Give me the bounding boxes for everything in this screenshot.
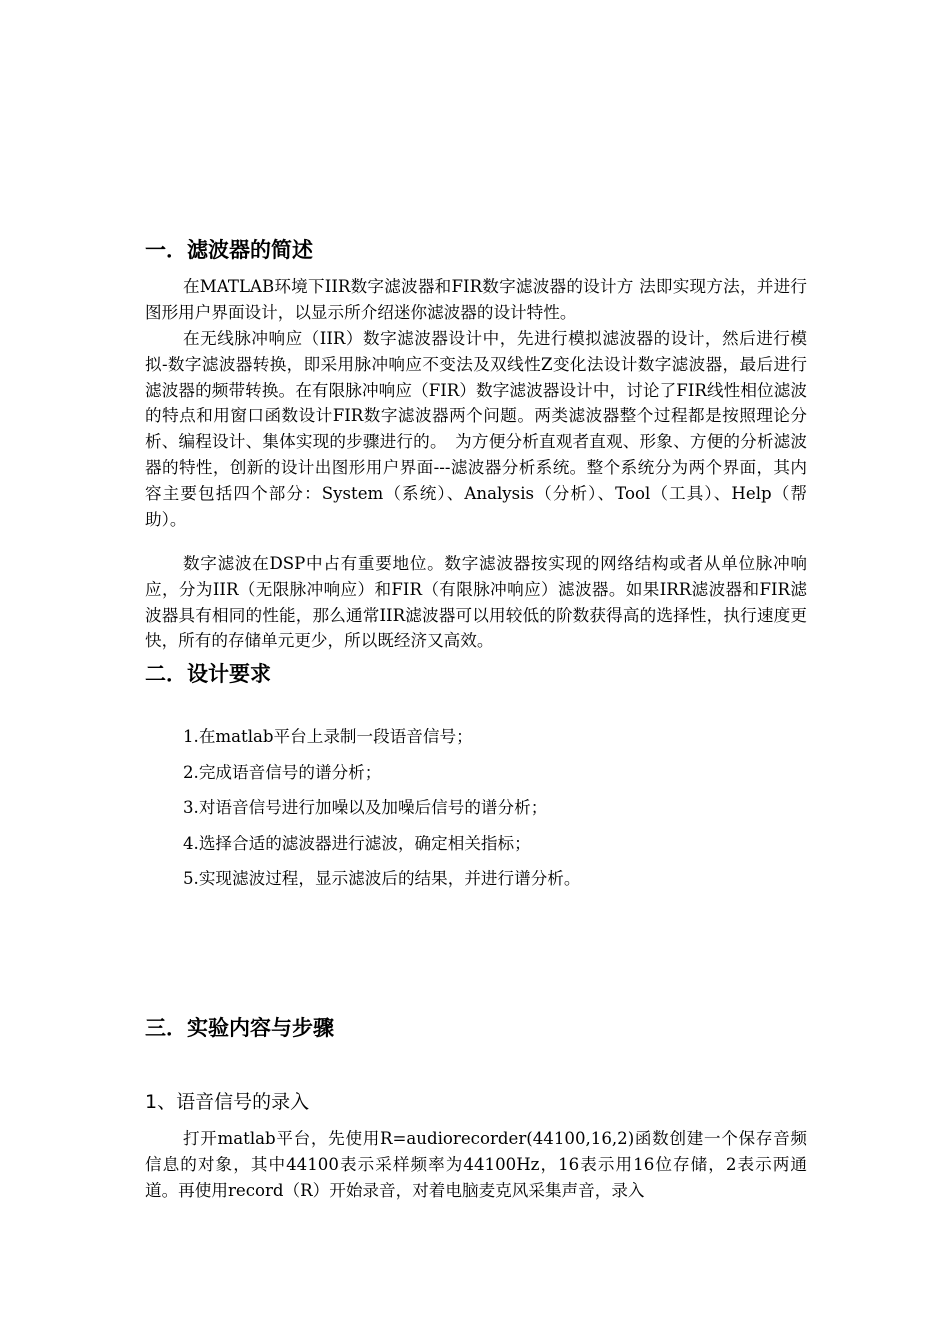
- overview-paragraph-3: 数字滤波在DSP中占有重要地位。数字滤波器按实现的网络结构或者从单位脉冲响应，分为IIR（无限脉冲响应）和FIR（有限脉冲响应）滤波器。如果IRR滤波器和FIR滤波器具有相同的性能，那么通常IIR滤波器可以用较低的阶数获得高的选择性，执行速度更快，所有的存储单元更少，所以既经济又高效。: [145, 554, 807, 651]
- requirement-item-3: 3.对语音信号进行加噪以及加噪后信号的谱分析；: [183, 798, 548, 817]
- requirement-item-5: 5.实现滤波过程，显示滤波后的结果，并进行谱分析。: [183, 869, 581, 888]
- requirement-item-1: 1.在matlab平台上录制一段语音信号；: [183, 727, 473, 746]
- overview-paragraph-1: 在MATLAB环境下IIR数字滤波器和FIR数字滤波器的设计方 法即实现方法，并进行图形用户界面设计，以显示所介绍迷你滤波器的设计特性。: [145, 277, 807, 322]
- subsection-heading-voice-recording: 1、语音信号的录入: [145, 1091, 310, 1113]
- overview-paragraph-2: 在无线脉冲响应（IIR）数字滤波器设计中，先进行模拟滤波器的设计，然后进行模拟-数字滤波器转换，即采用脉冲响应不变法及双线性Z变化法设计数字滤波器，最后进行滤波器的频带转换。在有限脉冲响应（FIR）数字滤波器设计中，讨论了FIR线性相位滤波的特点和用窗口函数设计FIR数字滤波器两个问题。两类滤波器整个过程都是按照理论分析、编程设计、集体实现的步骤进行的。 为方便分析直观者直观、形象、方便的分析滤波器的特性，创新的设计出图形用户界面---滤波器分析系统。整个系统分为两个界面，其内容主要包括四个部分：System（系统）、Analysis（分析）、Tool（工具）、Help（帮助）。: [145, 329, 807, 529]
- requirement-item-4: 4.选择合适的滤波器进行滤波，确定相关指标；: [183, 833, 531, 853]
- section-heading-overview: 一．滤波器的简述: [145, 238, 313, 262]
- requirement-item-2: 2.完成语音信号的谱分析；: [183, 762, 382, 782]
- section-heading-experiment: 三．实验内容与步骤: [145, 1016, 334, 1040]
- requirements-list: [183, 724, 581, 902]
- experiment-paragraph-1: 打开matlab平台，先使用R=audiorecorder(44100,16,2)函数创建一个保存音频信息的对象，其中44100表示采样频率为44100Hz，16表示用16位存储，2表示两通道。再使用record（R）开始录音，对着电脑麦克风采集声音，录入: [145, 1129, 807, 1200]
- section-heading-requirements: 二．设计要求: [145, 662, 271, 686]
